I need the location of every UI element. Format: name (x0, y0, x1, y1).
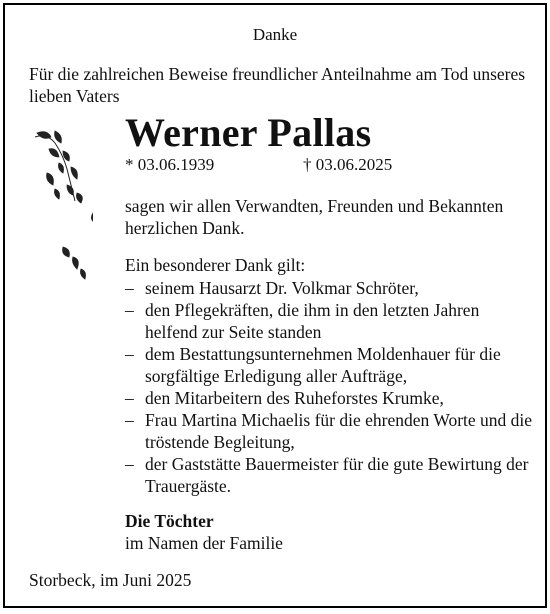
birth-date: * 03.06.1939 (125, 155, 215, 174)
signer: Die Töchter (125, 511, 214, 531)
special-thanks-title: Ein besonderer Dank gilt: (125, 255, 306, 275)
list-item: – seinem Hausarzt Dr. Volkmar Schröter, (125, 277, 535, 299)
heading: Danke (252, 25, 298, 44)
leaf-branch-icon (33, 129, 93, 369)
special-thanks-list (125, 277, 535, 497)
list-item: – dem Bestattungsunternehmen Moldenhauer für die sorgfältige Erledigung aller Aufträge, (125, 343, 535, 387)
list-item: – Frau Martina Michaelis für die ehrenden Worte und die tröstende Begleitung, (125, 409, 535, 453)
thanks-text: sagen wir allen Verwandten, Freunden und Bekannten herzlichen Dank. (125, 196, 504, 238)
signer-subtitle: im Namen der Familie (125, 533, 283, 553)
obituary-notice (3, 3, 547, 608)
list-item: – der Gaststätte Bauermeister für die gute Bewirtung der Trauergäste. (125, 453, 535, 497)
list-item: – den Mitarbeitern des Ruheforstes Krumke, (125, 387, 535, 409)
list-item: – den Pflegekräften, die ihm in den letzten Jahren helfend zur Seite standen (125, 299, 535, 343)
place-date: Storbeck, im Juni 2025 (29, 570, 192, 590)
deceased-name: Werner Pallas (125, 110, 372, 155)
death-date: † 03.06.2025 (303, 155, 393, 174)
intro-text: Für die zahlreichen Beweise freundlicher Anteilnahme am Tod unseres lieben Vaters (29, 64, 526, 106)
